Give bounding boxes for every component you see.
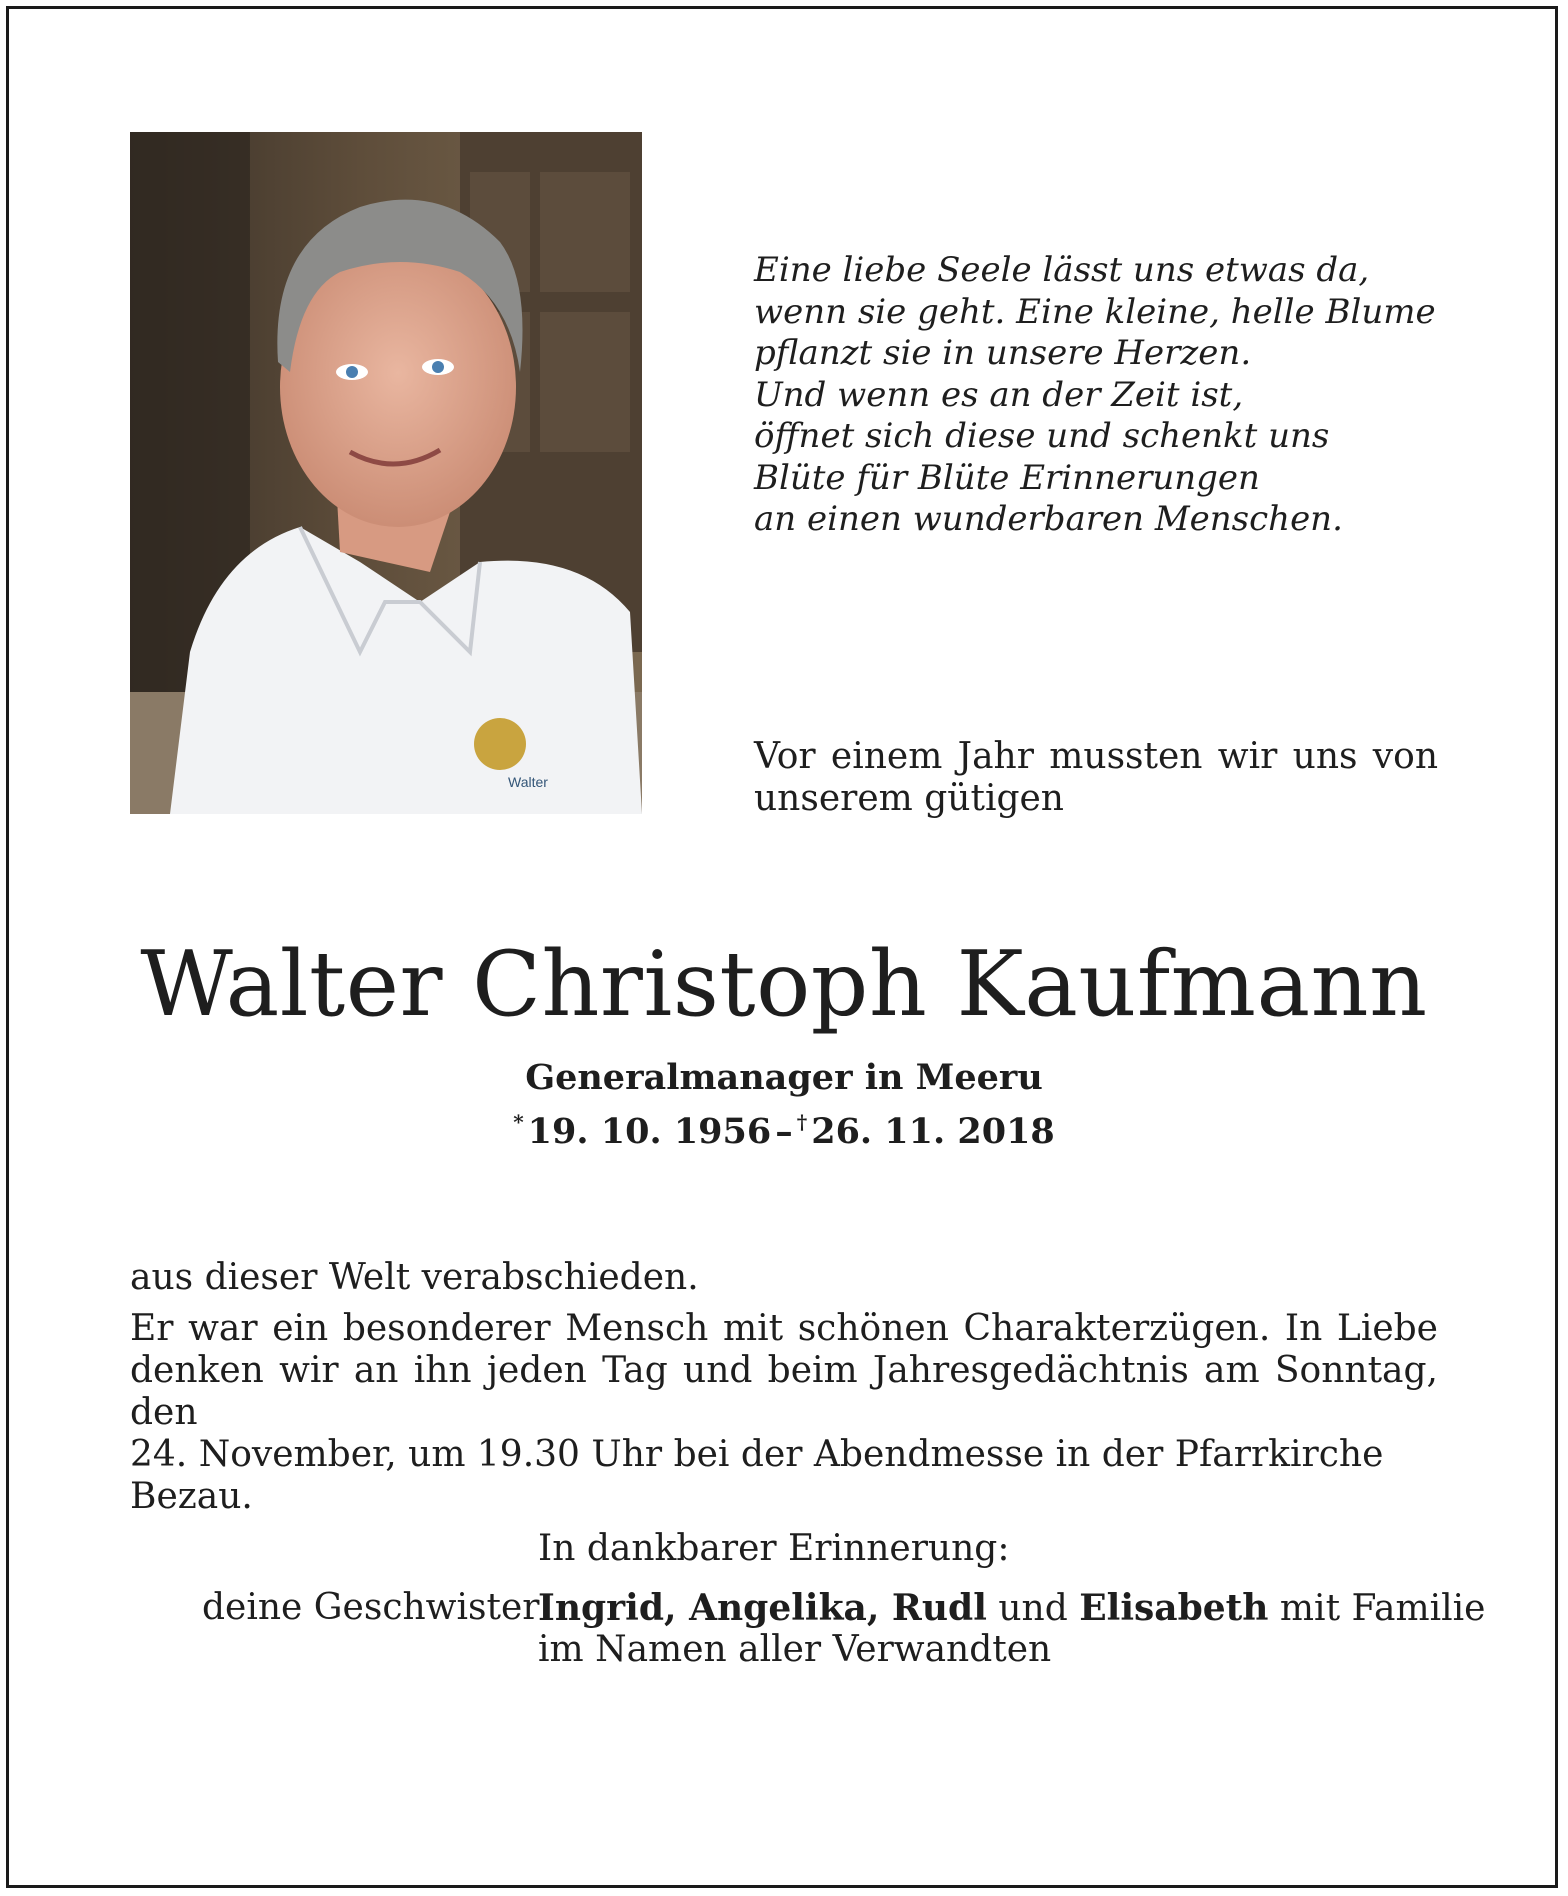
portrait-photo (130, 132, 642, 814)
poem-line: Und wenn es an der Zeit ist, (754, 374, 1244, 415)
paragraph-line: 24. November, um 19.30 Uhr bei der Abendmesse in der Pfarrkirche Bezau. (130, 1434, 1384, 1517)
intro-line-1: Vor einem Jahr mussten wir uns von (754, 736, 1438, 777)
poem-line: pflanzt sie in unsere Herzen. (754, 333, 1252, 373)
shirt-name-text: Walter (508, 774, 548, 790)
birth-symbol: * (513, 1110, 524, 1134)
farewell-text: aus dieser Welt verabschieden. (130, 1257, 699, 1298)
intro-text (754, 736, 1438, 820)
memorial-paragraph (130, 1308, 1438, 1518)
portrait-illustration (130, 132, 642, 814)
poem-line: öffnet sich diese und schenkt uns (754, 416, 1330, 456)
and-word: und (998, 1588, 1068, 1629)
siblings-label: deine Geschwister (202, 1587, 540, 1628)
siblings-names (538, 1587, 1485, 1630)
with-family: mit Familie (1279, 1588, 1486, 1629)
intro-line-2: unserem gütigen (754, 778, 1064, 819)
poem-line: Blüte für Blüte Erinnerungen (754, 457, 1260, 498)
death-date: 26. 11. 2018 (811, 1111, 1055, 1152)
paragraph-line: Er war ein besonderer Mensch mit schönen Charakterzügen. In Liebe (130, 1308, 1438, 1349)
date-separator: – (775, 1111, 793, 1152)
relatives-line: im Namen aller Verwandten (538, 1629, 1052, 1670)
paragraph-line: denken wir an ihn jeden Tag und beim Jahresgedächtnis am Sonntag, den (130, 1350, 1438, 1433)
poem-line: wenn sie geht. Eine kleine, helle Blume (754, 291, 1436, 332)
birth-date: 19. 10. 1956 (527, 1111, 772, 1152)
sibling-names-1: Ingrid, Angelika, Rudl (538, 1587, 987, 1629)
closing-line: In dankbarer Erinnerung: (538, 1528, 1010, 1569)
poem-line: an einen wunderbaren Menschen. (754, 499, 1343, 539)
death-symbol: † (796, 1110, 808, 1134)
poem-line: Eine liebe Seele lässt uns etwas da, (754, 250, 1370, 290)
deceased-name: Walter Christoph Kaufmann (140, 932, 1428, 1037)
deceased-role: Generalmanager in Meeru (525, 1057, 1043, 1098)
poem (754, 250, 1454, 541)
life-dates (0, 1101, 1568, 1153)
sibling-names-2: Elisabeth (1079, 1587, 1269, 1629)
